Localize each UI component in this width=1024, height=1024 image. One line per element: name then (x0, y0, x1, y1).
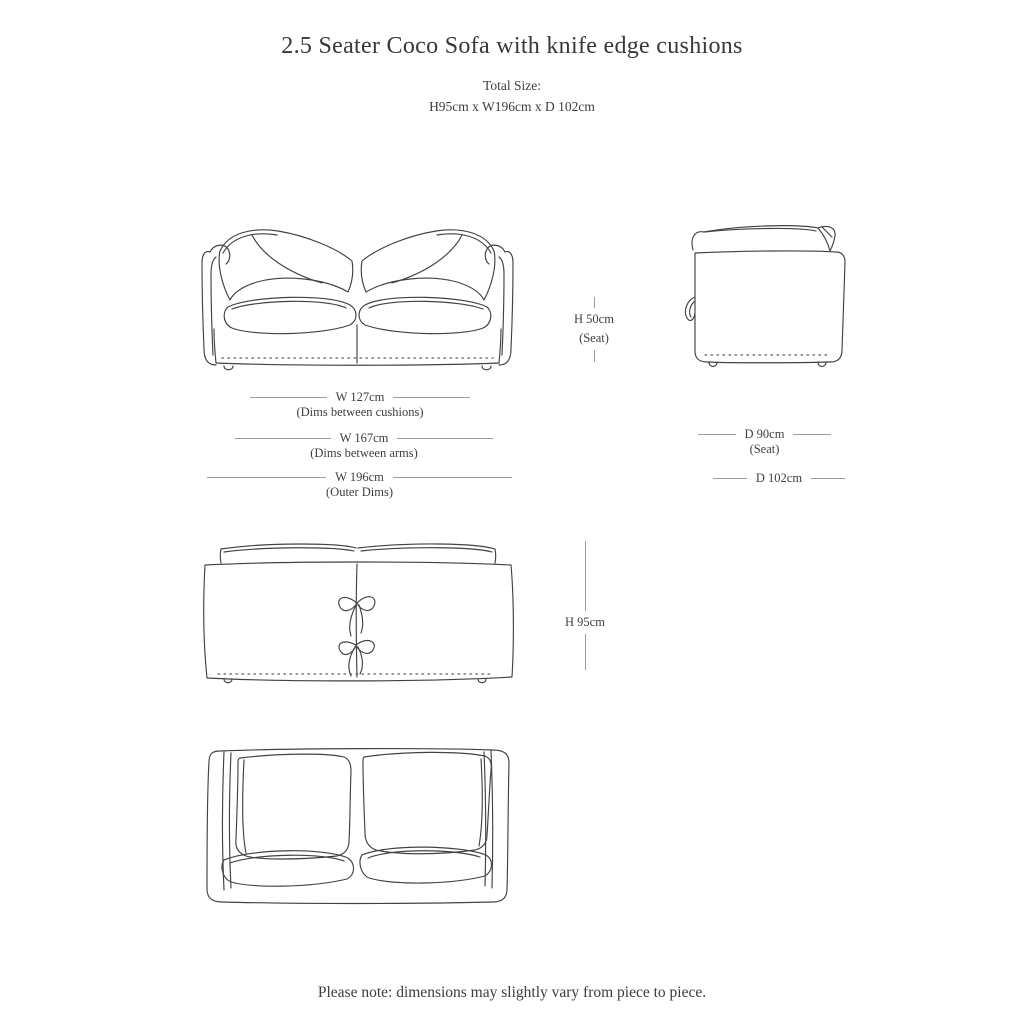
dim-width-between-cushions (250, 390, 470, 420)
dimension-line-right (793, 434, 831, 435)
dimension-line-right (393, 477, 512, 478)
total-size-value: H95cm x W196cm x D 102cm (429, 99, 595, 115)
dimension-line-left (235, 438, 331, 439)
dimension-tick-top (594, 297, 595, 308)
sofa-front-view-tall-cushions-drawing (196, 738, 516, 908)
dimension-value: D 90cm (744, 427, 785, 441)
dimension-caption: (Dims between arms) (310, 446, 418, 460)
dim-width-between-arms (235, 431, 493, 461)
total-size-block (0, 77, 1024, 116)
sofa-back-view-drawing (194, 536, 524, 688)
page-title: 2.5 Seater Coco Sofa with knife edge cushions (281, 33, 743, 59)
dimension-caption: (Dims between cushions) (296, 405, 424, 419)
dim-width-outer (207, 470, 512, 500)
dimension-line-right (393, 397, 470, 398)
dimension-value: W 167cm (339, 431, 389, 445)
dim-overall-height (551, 541, 619, 670)
sofa-front-view-drawing (200, 221, 515, 373)
dimension-caption: (Seat) (579, 331, 609, 345)
dimension-value: W 196cm (335, 470, 384, 484)
dimension-value: D 102cm (755, 471, 803, 485)
dimension-line-left (698, 434, 736, 435)
footer-note: Please note: dimensions may slightly vary from piece to piece. (317, 984, 707, 1001)
dimension-line-right (811, 478, 845, 479)
dimension-tick-bottom (594, 350, 595, 362)
dimension-value: W 127cm (335, 390, 385, 404)
dim-depth-seat (698, 427, 831, 457)
dimension-caption: (Outer Dims) (326, 485, 393, 499)
sofa-side-view-drawing (683, 222, 848, 372)
dimension-value: H 95cm (565, 615, 605, 629)
total-size-label: Total Size: (483, 78, 541, 93)
dimension-line-left (713, 478, 747, 479)
dimension-line-top (585, 541, 586, 611)
dimension-line-left (207, 477, 326, 478)
dimension-line-right (397, 438, 493, 439)
dimension-line-left (250, 397, 327, 398)
dim-depth-outer (713, 471, 845, 486)
dimension-line-bottom (585, 634, 586, 670)
dim-seat-height (560, 297, 628, 362)
dimension-caption: (Seat) (749, 442, 780, 456)
dimension-value: H 50cm (574, 312, 614, 326)
